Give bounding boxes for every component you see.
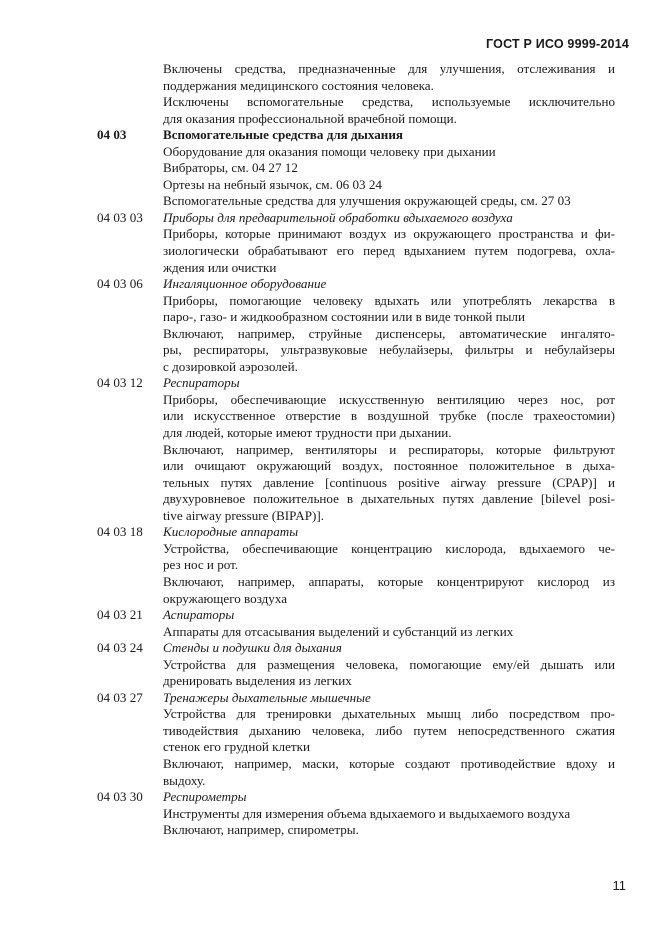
classification-entry [97, 276, 617, 293]
text-line [97, 508, 617, 525]
classification-code: 04 03 03 [97, 209, 143, 225]
paragraph-text: ждения или очистки [163, 259, 277, 275]
text-line [97, 243, 617, 260]
text-line [97, 706, 617, 723]
text-line [97, 408, 617, 425]
text-line [97, 822, 617, 839]
text-line [97, 591, 617, 608]
paragraph-text: Инструменты для измерения объема вдыхаемого и выдыхаемого воздуха [163, 805, 571, 821]
text-line [97, 309, 617, 326]
entry-title: Приборы для предварительной обработки вдыхаемого воздуха [163, 209, 513, 225]
classification-code: 04 03 21 [97, 607, 143, 623]
entry-title: Кислородные аппараты [163, 524, 299, 540]
paragraph-text: Приборы, обеспечивающие искусственную вентиляцию через нос, рот [163, 391, 615, 407]
paragraph-text: поддержания медицинского состояния человека. [163, 77, 434, 93]
classification-entry [97, 210, 617, 227]
classification-entry [97, 640, 617, 657]
text-line [97, 425, 617, 442]
classification-code: 04 03 27 [97, 689, 143, 705]
paragraph-text: рез нос и рот. [163, 557, 239, 573]
paragraph-text: для людей, которые имеют трудности при дыхании. [163, 425, 452, 441]
paragraph-text: ры, респираторы, ультразвуковые небулайзеры, фильтры и небулайзеры [163, 342, 615, 358]
paragraph-text: Включают, например, вентиляторы и респираторы, которые фильтруют [163, 441, 615, 457]
paragraph-text: зиологически обрабатывают его перед вдыханием путем подогрева, охла- [163, 243, 615, 259]
classification-code: 04 03 18 [97, 524, 143, 540]
text-line [97, 624, 617, 641]
paragraph-text: тельных путях давление [continuous positive airway pressure (CPAP)] и [163, 474, 615, 490]
text-line [97, 293, 617, 310]
entry-title: Тренажеры дыхательные мышечные [163, 689, 371, 705]
text-line [97, 260, 617, 277]
paragraph-text: для оказания профессиональной врачебной помощи. [163, 110, 457, 126]
paragraph-text: Приборы, помогающие человеку вдыхать или употреблять лекарства в [163, 292, 615, 308]
classification-code: 04 03 06 [97, 276, 143, 292]
text-line [97, 723, 617, 740]
paragraph-text: Устройства, обеспечивающие концентрацию кислорода, вдыхаемого че- [163, 540, 615, 556]
paragraph-text: Устройства для тренировки дыхательных мышц либо посредством про- [163, 706, 615, 722]
paragraph-text: Аппараты для отсасывания выделений и субстанций из легких [163, 623, 514, 639]
paragraph-text: Устройства для размещения человека, помогающие ему/ей дышать или [163, 656, 615, 672]
entry-title: Ингаляционное оборудование [163, 276, 327, 292]
classification-entry [97, 524, 617, 541]
paragraph-text: Включены средства, предназначенные для улучшения, отслеживания и [163, 61, 615, 76]
text-line [97, 326, 617, 343]
document-body [97, 61, 617, 839]
classification-entry [97, 690, 617, 707]
paragraph-text: стенок его грудной клетки [163, 739, 310, 755]
text-line [97, 94, 617, 111]
text-line [97, 475, 617, 492]
text-line [97, 160, 617, 177]
text-line [97, 359, 617, 376]
classification-code: 04 03 30 [97, 789, 143, 805]
text-line [97, 541, 617, 558]
text-line [97, 442, 617, 459]
text-line [97, 342, 617, 359]
paragraph-text: тиводействия дыханию человека, либо путем непосредственного сжатия [163, 722, 615, 738]
paragraph-text: или очищают окружающий воздух, постоянное положительное в дыха- [163, 458, 615, 474]
paragraph-text: Включают, например, струйные диспенсеры, автоматические ингалято- [163, 325, 615, 341]
classification-code: 04 03 [97, 127, 127, 143]
text-line [97, 61, 617, 78]
document-header: ГОСТ Р ИСО 9999-2014 [486, 37, 629, 51]
entry-title: Стенды и подушки для дыхания [163, 640, 342, 656]
text-line [97, 111, 617, 128]
entry-title: Вспомогательные средства для дыхания [163, 127, 403, 143]
paragraph-text: Включают, например, маски, которые создают противодействие вдоху и [163, 755, 615, 771]
classification-entry [97, 127, 617, 144]
paragraph-text: Включают, например, аппараты, которые концентрируют кислород из [163, 573, 615, 589]
entry-title: Аспираторы [163, 607, 235, 623]
entry-title: Респираторы [163, 375, 240, 391]
paragraph-text: с дозировкой аэрозолей. [163, 358, 298, 374]
text-line [97, 657, 617, 674]
classification-code: 04 03 12 [97, 375, 143, 391]
paragraph-text: Вибраторы, см. 04 27 12 [163, 160, 298, 176]
text-line [97, 177, 617, 194]
text-line [97, 458, 617, 475]
paragraph-text: двухуровневое положительное в дыхательных путях давление [bilevel posi- [163, 491, 615, 507]
paragraph-text: tive airway pressure (BIPAP)]. [163, 507, 324, 523]
paragraph-text: окружающего воздуха [163, 590, 288, 606]
paragraph-text: Приборы, которые принимают воздух из окружающего пространства и фи- [163, 226, 615, 242]
text-line [97, 226, 617, 243]
text-line [97, 806, 617, 823]
text-line [97, 739, 617, 756]
classification-entry [97, 607, 617, 624]
paragraph-text: Исключены вспомогательные средства, используемые исключительно [163, 94, 615, 110]
paragraph-text: дренировать выделения из легких [163, 673, 352, 689]
paragraph-text: или искусственное отверстие в воздушной трубке (после трахеостомии) [163, 408, 615, 424]
text-line [97, 773, 617, 790]
page-number: 11 [612, 878, 626, 893]
text-line [97, 392, 617, 409]
text-line [97, 491, 617, 508]
text-line [97, 673, 617, 690]
paragraph-text: паро-, газо- и жидкообразном состоянии или в виде тонкой пыли [163, 309, 525, 325]
text-line [97, 78, 617, 95]
classification-code: 04 03 24 [97, 640, 143, 656]
text-line [97, 574, 617, 591]
text-line [97, 193, 617, 210]
paragraph-text: Ортезы на небный язычок, см. 06 03 24 [163, 176, 382, 192]
paragraph-text: Оборудование для оказания помощи человеку при дыхании [163, 143, 496, 159]
text-line [97, 144, 617, 161]
paragraph-text: выдоху. [163, 772, 206, 788]
classification-entry [97, 789, 617, 806]
paragraph-text: Включают, например, спирометры. [163, 822, 359, 838]
classification-entry [97, 375, 617, 392]
text-line [97, 557, 617, 574]
entry-title: Респирометры [163, 789, 247, 805]
text-line [97, 756, 617, 773]
paragraph-text: Вспомогательные средства для улучшения окружающей среды, см. 27 03 [163, 193, 571, 209]
